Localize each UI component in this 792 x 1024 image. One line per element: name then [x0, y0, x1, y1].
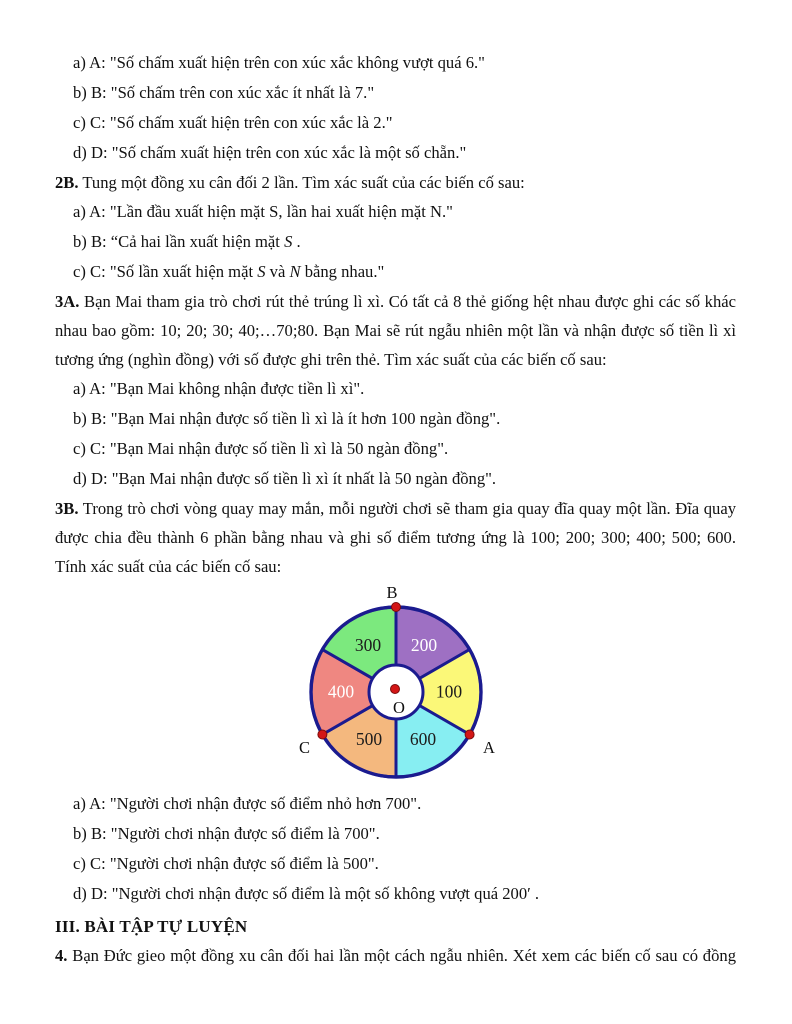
- problem-3a-label: 3A.: [55, 292, 80, 311]
- list-item: [73, 227, 736, 256]
- point-label-a: A: [482, 738, 495, 757]
- wheel-center-dot: [390, 685, 399, 694]
- problem-3a-intro: [55, 287, 736, 374]
- item-text: c) C: "Số lần xuất hiện mặt: [73, 262, 258, 281]
- problem-3b-label: 3B.: [55, 499, 79, 518]
- item-text: và: [265, 262, 290, 281]
- wheel-sector-label: 200: [410, 635, 437, 655]
- point-dot-c: [317, 730, 326, 739]
- point-label-b: B: [385, 585, 398, 602]
- list-item: b) B: "Số chấm trên con xúc xắc ít nhất là 7.": [73, 83, 375, 102]
- list-item: b) B: "Bạn Mai nhận được số tiền lì xì là ít hơn 100 ngàn đồng".: [73, 409, 501, 428]
- list-item: [73, 257, 736, 286]
- problem-2b-text: Tung một đồng xu cân đối 2 lần. Tìm xác suất của các biến cố sau:: [82, 173, 525, 192]
- problem-4-label: 4.: [55, 946, 68, 965]
- point-dot-b: [391, 603, 400, 612]
- spinner-wheel-diagram: [271, 585, 521, 785]
- point-dot-a: [465, 730, 474, 739]
- item-text: bằng nhau.": [300, 262, 385, 281]
- list-item: d) D: "Người chơi nhận được số điểm là một số không vượt quá 200′ .: [73, 884, 540, 903]
- problem-3a-text: Bạn Mai tham gia trò chơi rút thẻ trúng lì xì. Có tất cả 8 thẻ giống hệt nhau được ghi các số khác nhau bao gồm: 10; 20; 30; 40;…70;80. Bạn Mai sẽ rút ngẫu nhiên một lần và nhận được số tiền lì xì tương ứng (nghìn đồng) với số được ghi trên thẻ. Tìm xác suất của các biến cố sau:: [55, 292, 736, 369]
- item-text: b) B: “Cả hai lần xuất hiện mặt: [73, 232, 285, 251]
- list-item: a) A: "Lần đầu xuất hiện mặt S, lần hai xuất hiện mặt N.": [73, 202, 453, 221]
- math-variable: N: [289, 262, 301, 281]
- wheel-center-label: O: [392, 698, 405, 717]
- wheel-sector-label: 600: [409, 729, 436, 749]
- list-item: a) A: "Người chơi nhận được số điểm nhỏ hơn 700".: [73, 794, 422, 813]
- wheel-sector-label: 300: [354, 635, 381, 655]
- spinner-wheel-figure: [271, 585, 521, 785]
- problem-3b-text: Trong trò chơi vòng quay may mắn, mỗi người chơi sẽ tham gia quay đĩa quay một lần. Đĩa quay được chia đều thành 6 phần bằng nhau và ghi số điểm tương ứng là 100; 200; 300; 400; 500; 600. Tính xác suất của các biến cố sau:: [55, 499, 736, 576]
- list-item: a) A: "Bạn Mai không nhận được tiền lì xì".: [73, 379, 365, 398]
- problem-4-intro: [55, 941, 736, 970]
- list-item: c) C: "Người chơi nhận được số điểm là 500".: [73, 854, 379, 873]
- problem-2b-intro: [55, 168, 736, 197]
- list-item: a) A: "Số chấm xuất hiện trên con xúc xắc không vượt quá 6.": [73, 53, 485, 72]
- list-item: d) D: "Bạn Mai nhận được số tiền lì xì ít nhất là 50 ngàn đồng".: [73, 469, 497, 488]
- wheel-sector-label: 100: [435, 681, 462, 702]
- item-text: .: [292, 232, 301, 251]
- problem-4-text: Bạn Đức gieo một đồng xu cân đối hai lần một cách ngẫu nhiên. Xét xem các biến cố sau có đồng: [72, 946, 736, 965]
- list-item: d) D: "Số chấm xuất hiện trên con xúc xắc là một số chẵn.": [73, 143, 467, 162]
- math-variable: S: [284, 232, 293, 251]
- wheel-sector-label: 400: [327, 681, 354, 702]
- problem-3b-intro: [55, 494, 736, 581]
- list-item: b) B: "Người chơi nhận được số điểm là 700".: [73, 824, 380, 843]
- list-item: c) C: "Số chấm xuất hiện trên con xúc xắc là 2.": [73, 113, 393, 132]
- list-item: c) C: "Bạn Mai nhận được số tiền lì xì là 50 ngàn đồng".: [73, 439, 449, 458]
- section-heading: III. BÀI TẬP TỰ LUYỆN: [55, 917, 248, 936]
- math-variable: S: [257, 262, 266, 281]
- wheel-sector-label: 500: [355, 729, 382, 749]
- problem-2b-label: 2B.: [55, 173, 79, 192]
- point-label-c: C: [298, 738, 310, 757]
